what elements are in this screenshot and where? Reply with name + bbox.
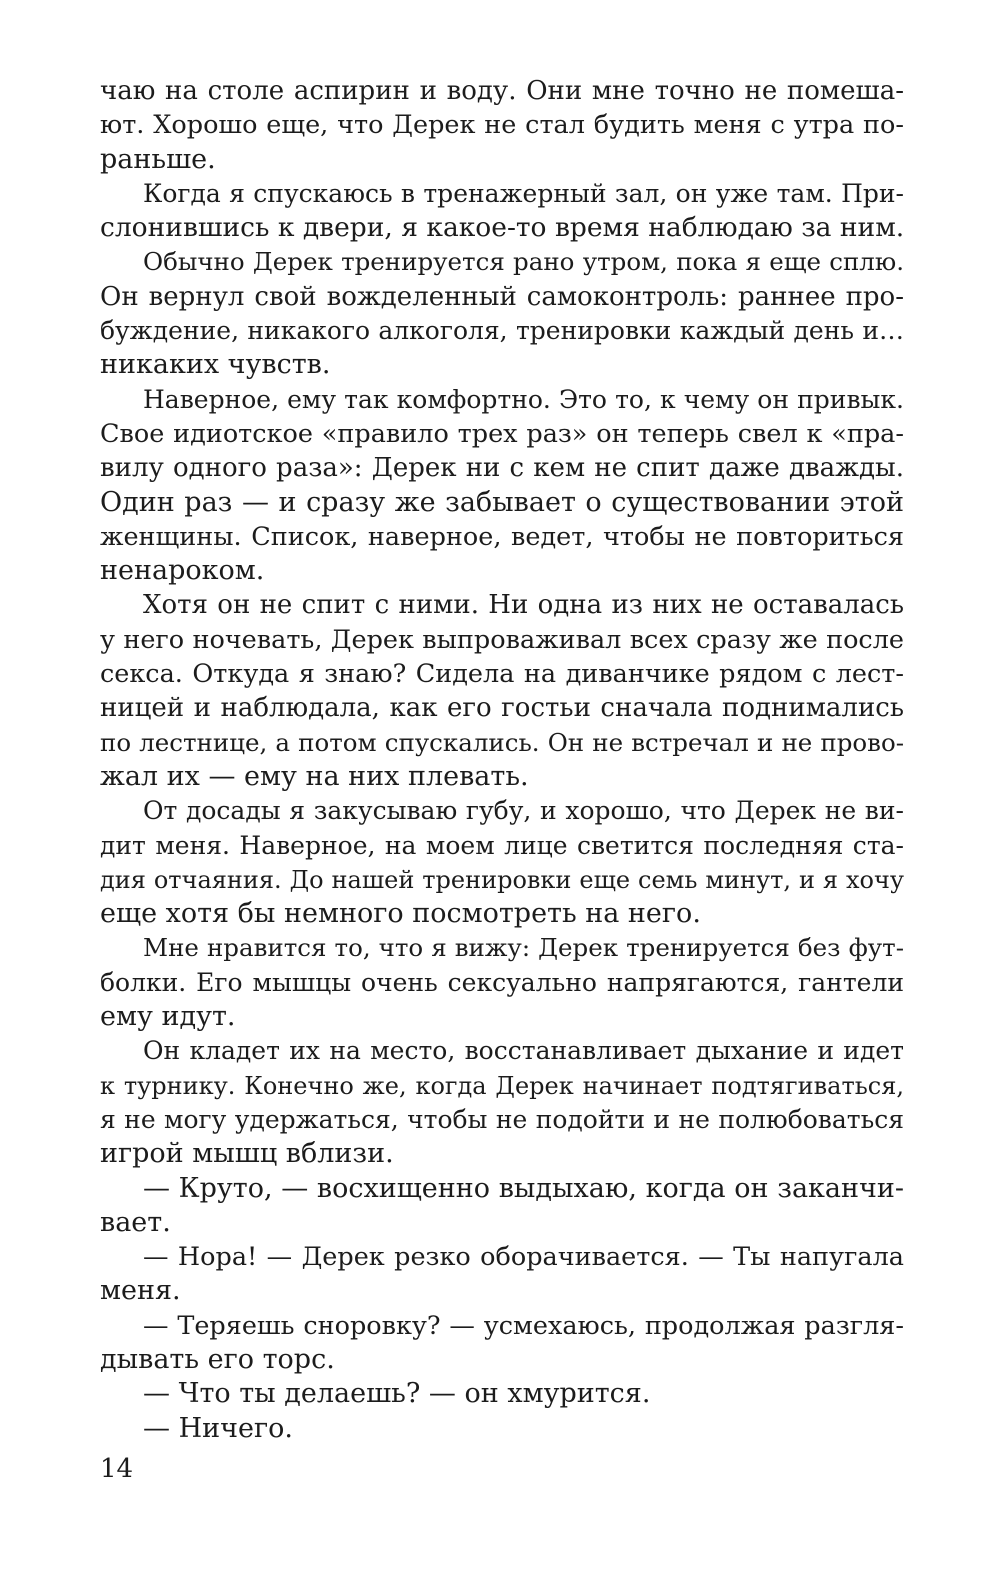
- text-line: — Теряешь сноровку? — усмехаюсь, продолжая разгля-: [143, 1310, 904, 1341]
- text-line: Наверное, ему так комфортно. Это то, к чему он привык.: [143, 384, 904, 414]
- text-line: дывать его торс.: [100, 1343, 335, 1375]
- text-line: ненароком.: [100, 555, 265, 587]
- text-line: дия отчаяния. До нашей тренировки еще семь минут, и я хочу: [100, 865, 904, 894]
- text-line: Обычно Дерек тренируется рано утром, пока я еще сплю.: [143, 247, 904, 277]
- text-line: ют. Хорошо еще, что Дерек не стал будить меня с утра по-: [100, 110, 904, 141]
- page-number: 14: [100, 1454, 134, 1484]
- text-line: слонившись к двери, я какое-то время наблюдаю за ним.: [100, 212, 905, 244]
- text-line: Один раз — и сразу же забывает о существовании этой: [100, 486, 904, 518]
- text-line: жал их — ему на них плевать.: [100, 760, 529, 792]
- text-line: буждение, никакого алкоголя, тренировки каждый день и…: [100, 316, 904, 346]
- text-line: ему идут.: [100, 1001, 236, 1033]
- text-line: вает.: [100, 1206, 171, 1238]
- text-line: Он кладет их на место, восстанавливает дыхание и идет: [143, 1036, 904, 1066]
- text-line: меня.: [100, 1275, 181, 1307]
- text-line: — Круто, — восхищенно выдыхаю, когда он заканчи-: [143, 1172, 904, 1204]
- text-line: женщины. Список, наверное, ведет, чтобы не повториться: [100, 521, 904, 552]
- body-text: [100, 74, 904, 1446]
- text-line: От досады я закусываю губу, и хорошо, что Дерек не ви-: [143, 796, 904, 826]
- text-line: чаю на столе аспирин и воду. Они мне точно не помеша-: [100, 76, 904, 106]
- text-line: дит меня. Наверное, на моем лице светится последняя ста-: [100, 830, 904, 860]
- text-line: — Нора! — Дерек резко оборачивается. — Ты напугала: [143, 1242, 904, 1273]
- text-line: раньше.: [100, 143, 216, 175]
- text-line: секса. Откуда я знаю? Сидела на диванчике рядом с лест-: [100, 659, 904, 690]
- text-line: болки. Его мышцы очень сексуально напрягаются, гантели: [100, 967, 904, 997]
- text-line: никаких чувств.: [100, 349, 331, 381]
- text-line: Мне нравится то, что я вижу: Дерек тренируется без фут-: [143, 933, 904, 963]
- text-line: к турнику. Конечно же, когда Дерек начинает подтягиваться,: [100, 1071, 904, 1100]
- text-line: Хотя он не спит с ними. Ни одна из них не оставалась: [143, 590, 904, 621]
- text-line: Свое идиотское «правило трех раз» он теперь свел к «пра-: [100, 418, 904, 449]
- text-line: еще хотя бы немного посмотреть на него.: [100, 898, 701, 930]
- text-line: игрой мышц вблизи.: [100, 1138, 394, 1170]
- text-line: вилу одного раза»: Дерек ни с кем не спит даже дважды.: [100, 453, 904, 484]
- text-line: по лестнице, а потом спускались. Он не встречал и не прово-: [100, 727, 904, 757]
- text-line: ницей и наблюдала, как его гостьи сначала поднимались: [100, 693, 904, 724]
- text-line: Когда я спускаюсь в тренажерный зал, он уже там. При-: [143, 178, 904, 208]
- text-line: я не могу удержаться, чтобы не подойти и не полюбоваться: [100, 1104, 904, 1134]
- text-line: — Ничего.: [143, 1412, 293, 1444]
- text-line: Он вернул свой вожделенный самоконтроль: раннее про-: [100, 281, 904, 312]
- text-line: — Что ты делаешь? — он хмурится.: [143, 1378, 651, 1410]
- text-line: у него ночевать, Дерек выпроваживал всех сразу же после: [100, 624, 904, 655]
